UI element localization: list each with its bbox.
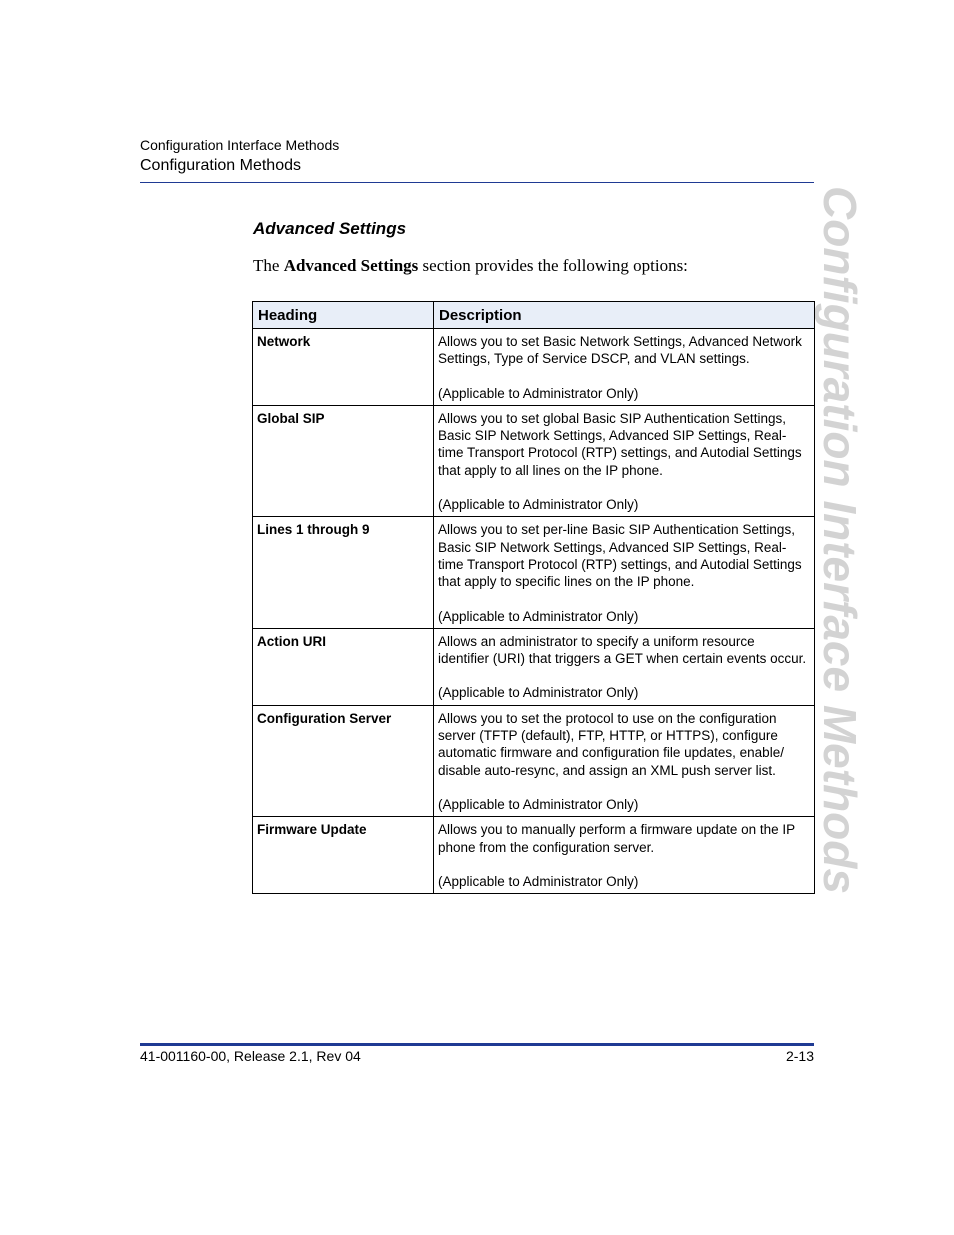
row-description: Allows you to manually perform a firmware update on the IP phone from the configuration server. — [438, 822, 795, 855]
row-description-cell — [434, 517, 815, 628]
table-row — [253, 628, 815, 705]
header-divider — [140, 182, 814, 183]
intro-paragraph — [253, 256, 688, 276]
row-note: (Applicable to Administrator Only) — [438, 873, 639, 889]
row-description-cell — [434, 628, 815, 705]
row-description: Allows an administrator to specify a uniform resource identifier (URI) that triggers a GET when certain events occur. — [438, 633, 807, 667]
row-heading: Configuration Server — [253, 705, 434, 816]
row-note: (Applicable to Administrator Only) — [438, 385, 639, 401]
intro-post: section provides the following options: — [418, 256, 688, 275]
row-description: Allows you to set the protocol to use on the configuration server (TFTP (default), FTP, HTTP, or HTTPS), configure automatic firmware and configuration file updates, enable/ disable auto-resync, and assign an XML push server list. — [438, 710, 784, 778]
column-header-heading: Heading — [253, 302, 434, 329]
footer-page-number: 2-13 — [785, 1048, 814, 1064]
intro-pre: The — [253, 256, 284, 275]
table-row — [253, 405, 815, 516]
row-description-cell — [434, 705, 815, 816]
row-description: Allows you to set global Basic SIP Authentication Settings, Basic SIP Network Settings, Advanced SIP Settings, Real-time Transport Protocol (RTP) settings, and Autodial Settings that apply to all lines on the IP phone. — [438, 410, 802, 478]
running-header-section: Configuration Methods — [140, 157, 301, 174]
row-heading: Lines 1 through 9 — [253, 517, 434, 628]
table-row — [253, 329, 815, 406]
footer-divider — [140, 1043, 814, 1046]
row-note: (Applicable to Administrator Only) — [438, 497, 639, 513]
row-heading: Firmware Update — [253, 817, 434, 894]
running-header-chapter: Configuration Interface Methods — [140, 137, 340, 153]
footer-document-id: 41-001160-00, Release 2.1, Rev 04 — [140, 1048, 361, 1064]
row-description-cell — [434, 817, 815, 894]
column-header-description: Description — [434, 302, 815, 329]
row-note: (Applicable to Administrator Only) — [438, 608, 639, 624]
table-row — [253, 817, 815, 894]
advanced-settings-table — [252, 301, 815, 894]
row-heading: Global SIP — [253, 405, 434, 516]
row-note: (Applicable to Administrator Only) — [438, 685, 639, 701]
row-description: Allows you to set per-line Basic SIP Authentication Settings, Basic SIP Network Settings, Advanced SIP Settings, Real-time Transport Protocol (RTP) settings, and Autodial Settings that apply to specific lines on the IP phone. — [438, 522, 802, 590]
intro-bold: Advanced Settings — [283, 256, 419, 275]
section-title: Advanced Settings — [253, 219, 407, 238]
row-heading: Network — [253, 329, 434, 406]
side-chapter-title: Configuration Interface Methods — [814, 186, 866, 894]
row-description-cell — [434, 405, 815, 516]
table-row — [253, 705, 815, 816]
row-note: (Applicable to Administrator Only) — [438, 796, 639, 812]
row-description-cell — [434, 329, 815, 406]
table-header-row — [253, 302, 815, 329]
row-heading: Action URI — [253, 628, 434, 705]
row-description: Allows you to set Basic Network Settings, Advanced Network Settings, Type of Service DSCP, and VLAN settings. — [438, 334, 802, 367]
table-row — [253, 517, 815, 628]
